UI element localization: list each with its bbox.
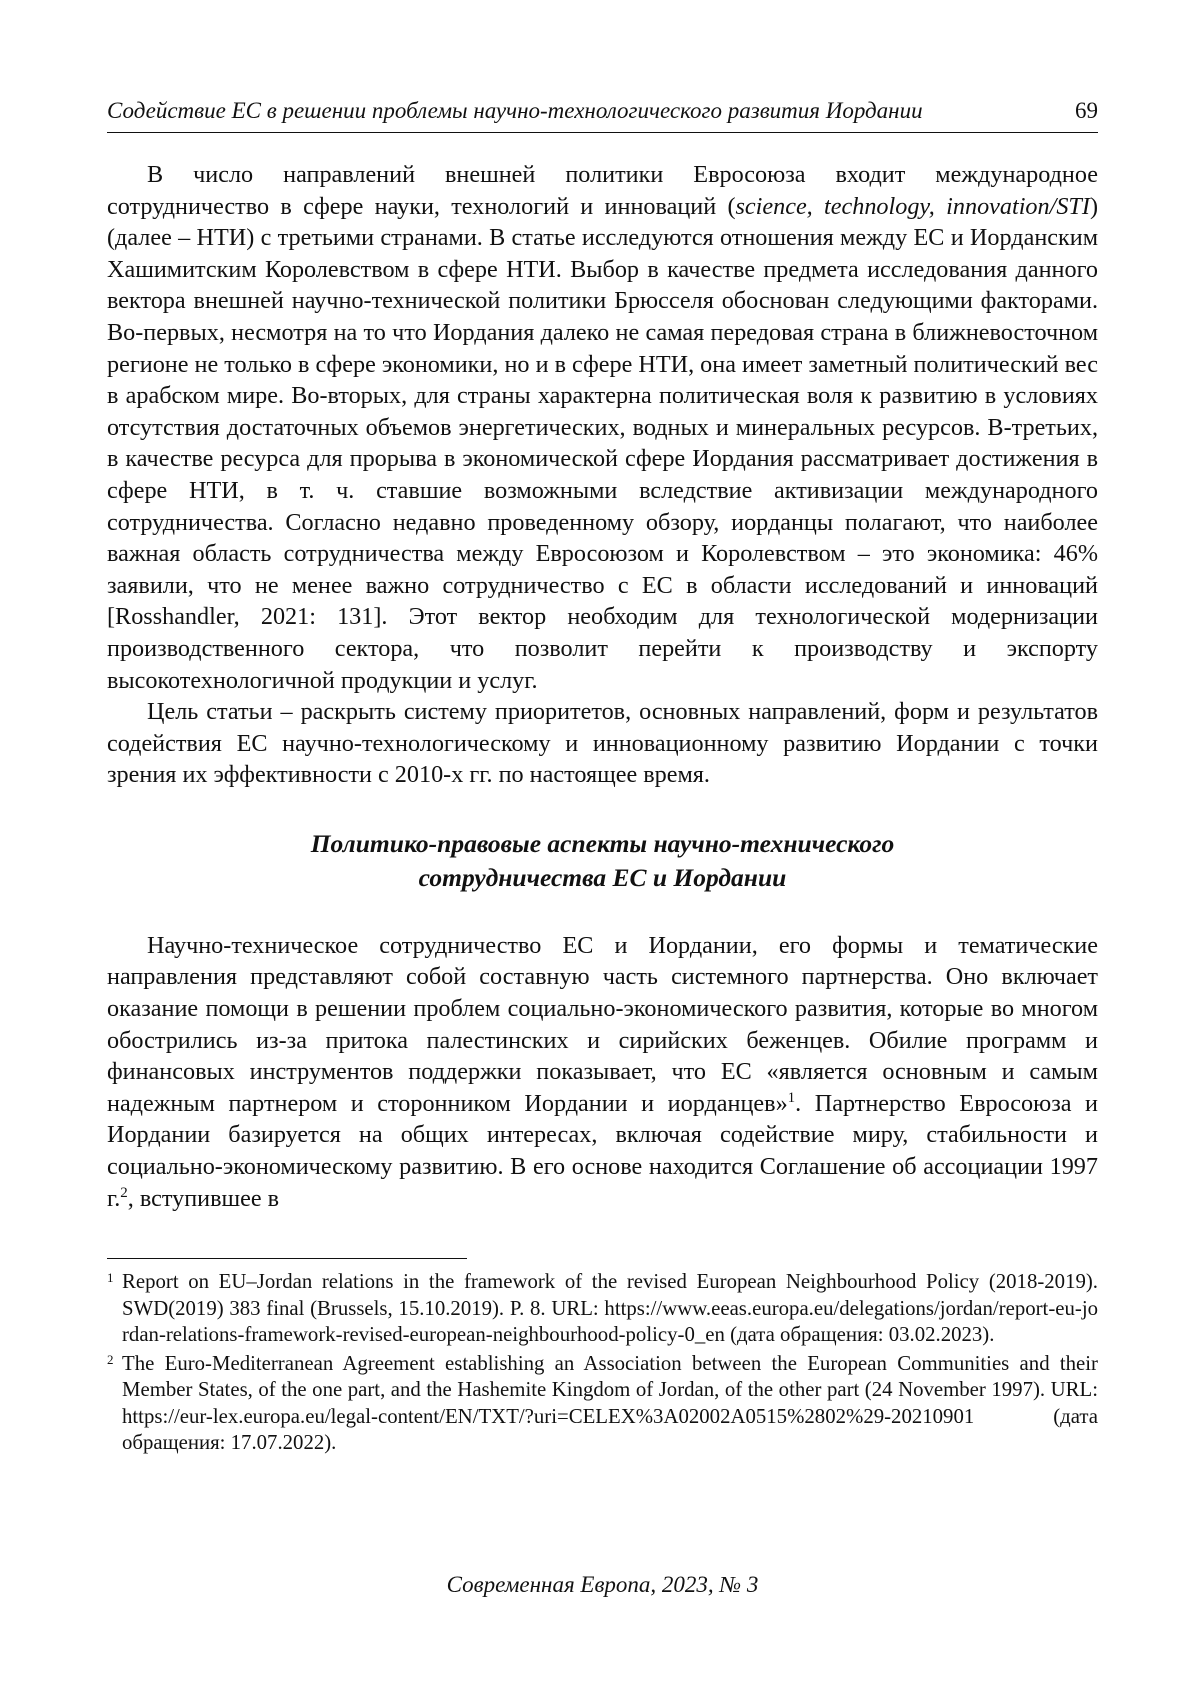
paragraph-intro-text-cont: ) (далее – НТИ) с третьими странами. В статье исследуются отношения между ЕС и Иорданским Хашимитским Королевством в сфере НТИ. Выбор в качестве предмета исследования данного вектора внешней научно-технической политики Брюсселя обоснован следующими факторами. Во-первых, несмотря на то что Иордания далеко не самая передовая страна в ближневосточном регионе не только в сфере экономики, но и в сфере НТИ, она имеет заметный политический вес в арабском мире. Во-вторых, для страны характерна политическая воля к развитию в условиях отсутствия достаточных объемов энергетических, водных и минеральных ресурсов. В-третьих, в качестве ресурса для прорыва в экономической сфере Иордания рассматривает достижения в сфере НТИ, в т. ч. ставшие возможными вследствие активизации международного сотрудничества. Согласно недавно проведенному обзору, иорданцы полагают, что наиболее важная область сотрудничества между Евросоюзом и Королевством – это экономика: 46% заявили, что не менее важно сотрудничество с ЕС в области исследований и инноваций [Rosshandler, 2021: 131]. Этот вектор необходим для технологической модернизации производственного сектора, что позволит перейти к производству и экспорту высокотехнологичной продукции и услуг. [107,192,1098,694]
footnote-divider [107,1258,467,1259]
paragraph-intro [107,159,1098,696]
page-number: 69 [1075,98,1098,123]
footnote-1-url[interactable]: https://www.eeas.europa.eu/delegations/jordan/report-eu-jordan-relations-framework-revised-european-neighbourhood-policy-0_en [122,1296,1098,1347]
running-title: Содействие ЕС в решении проблемы научно-технологического развития Иордании [107,98,923,123]
footnote-1-access: (дата обращения: 03.02.2023). [724,1323,995,1347]
footnote-1 [107,1269,1098,1349]
paragraph-aim: Цель статьи – раскрыть систему приоритетов, основных направлений, форм и результатов содействия ЕС научно-технологическому и инновационному развитию Иордании с точки зрения их эффективности с 2010-х гг. по настоящее время. [107,698,1098,789]
sti-term: science, technology, innovation/STI [735,192,1090,220]
paragraph-cooperation [107,930,1098,1214]
journal-page [107,96,1098,1676]
footnote-2 [107,1351,1098,1457]
journal-footer: Современная Европа, 2023, № 3 [446,1572,759,1597]
paragraph-cooperation-text-end: , вступившее в [127,1184,280,1212]
footnote-ref-2[interactable]: 2 [120,1184,128,1201]
footnote-mark-2: 2 [107,1351,114,1367]
footnote-2-text: The Euro-Mediterranean Agreement establishing an Association between the European Communities and their Member States, of the one part, and the Hashemite Kingdom of Jordan, of the other part (24 November 1997). URL: [122,1351,1098,1402]
section-heading-line-2: сотрудничества ЕС и Иордании [418,862,787,892]
running-head [107,96,1098,133]
footnote-mark-1: 1 [107,1270,114,1286]
footnote-2-url[interactable]: https://eur-lex.europa.eu/legal-content/EN/TXT/?uri=CELEX%3A02002A0515%2802%29-20210901 [122,1404,975,1428]
paragraph-intro-text: В число направлений внешней политики Евросоюза входит международное сотрудничество в сфере науки, технологий и инноваций ( [107,161,1098,220]
section-heading [107,827,1098,895]
paragraph-cooperation-text: Научно-техническое сотрудничество ЕС и Иордании, его формы и тематические направления представляют собой составную часть системного партнерства. Оно включает оказание помощи в решении проблем социально-экономического развития, которые во многом обострились из-за притока палестинских и сирийских беженцев. Обилие программ и финансовых инструментов поддержки показывает, что ЕС «является основным и самым надежным партнером и сторонником Иордании и иорданцев» [107,931,1098,1117]
footnotes [107,1269,1098,1457]
footnote-1-text: Report on EU–Jordan relations in the framework of the revised European Neighbourhood Policy (2018-2019). SWD(2019) 383 final (Brussels, 15.10.2019). P. 8. URL: [122,1270,1098,1320]
footnote-ref-1[interactable]: 1 [787,1089,796,1106]
article-body [107,159,1098,1214]
paragraph-cooperation-text-cont: . Партнерство Евросоюза и Иордании базируется на общих интересах, включая содействие миру, стабильности и социально-экономическому развитию. В его основе находится Соглашение об ассоциации 1997 г. [107,1089,1098,1212]
section-heading-line-1: Политико-правовые аспекты научно-технического [310,828,895,858]
footnote-2-access: (дата обращения: 17.07.2022). [122,1404,1098,1455]
